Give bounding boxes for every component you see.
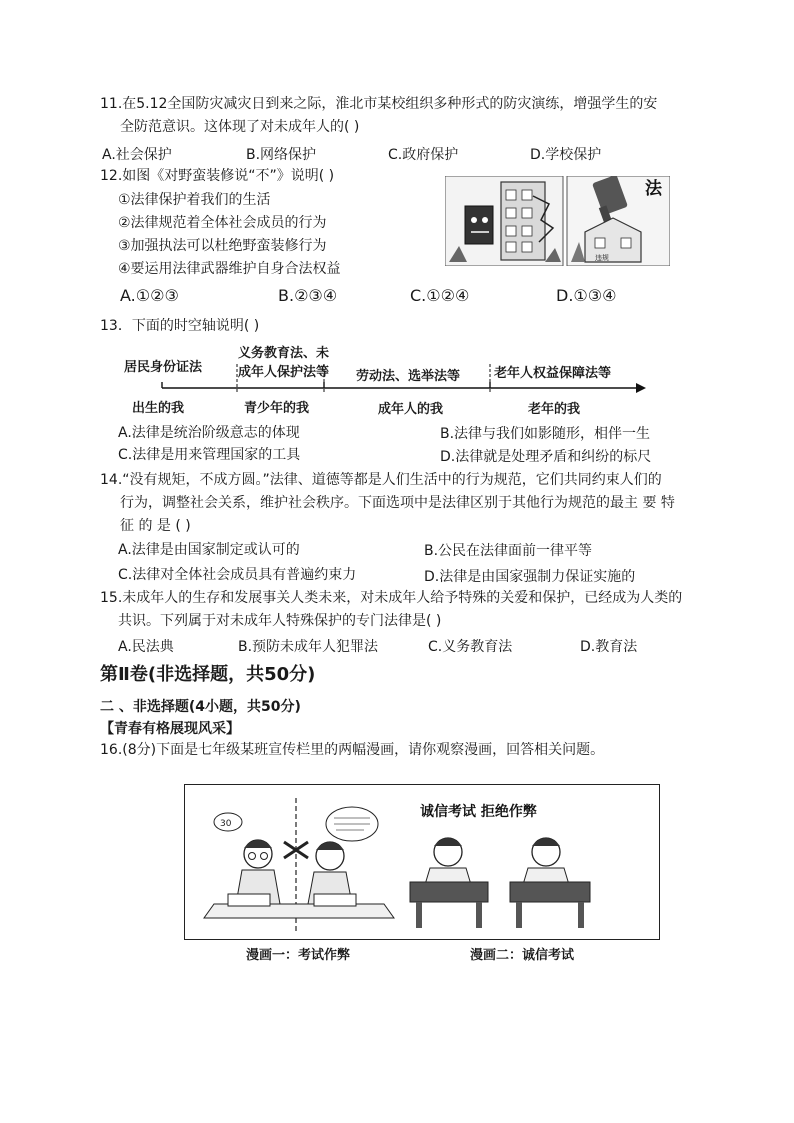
q12-item-2: ②法律规范着全体社会成员的行为 <box>118 215 327 231</box>
timeline-top-4: 老年人权益保障法等 <box>494 366 612 381</box>
svg-text:30: 30 <box>220 819 232 829</box>
q11-option-a: A.社会保护 <box>102 147 172 163</box>
q13-stem: 13．下面的时空轴说明( ) <box>100 318 260 334</box>
q12-law-label: 法 <box>645 179 662 199</box>
timeline-top-1: 居民身份证法 <box>124 360 203 375</box>
q14-option-c: C.法律对全体社会成员具有普遍约束力 <box>118 567 357 583</box>
part2-theme: 【青春有格展现风采】 <box>100 721 240 737</box>
q13-option-d: D.法律就是处理矛盾和纠纷的标尺 <box>440 449 652 465</box>
timeline-top-2a: 义务教育法、未 <box>238 346 330 361</box>
q15-option-c: C.义务教育法 <box>428 639 513 655</box>
q14-option-a: A.法律是由国家制定或认可的 <box>118 542 300 558</box>
q14-option-d: D.法律是由国家强制力保证实施的 <box>424 569 636 585</box>
q13-option-a: A.法律是统治阶级意志的体现 <box>118 425 300 441</box>
q12-item-4: ④要运用法律武器维护自身合法权益 <box>118 261 341 277</box>
q12-option-d: D.①③④ <box>556 286 617 305</box>
timeline-bottom-2: 青少年的我 <box>244 401 310 416</box>
timeline-bottom-3: 成年人的我 <box>378 402 444 417</box>
q11-option-b: B.网络保护 <box>246 147 317 163</box>
part2-title: 第Ⅱ卷(非选择题，共50分) <box>100 664 316 685</box>
q13-option-b: B.法律与我们如影随形，相伴一生 <box>440 426 651 442</box>
q14-line2: 行为，调整社会关系，维护社会秩序。下面选项中是法律区别于其他行为规范的最主 要 特 <box>120 495 675 511</box>
q11-line2: 全防范意识。这体现了对未成年人的( ) <box>120 119 360 135</box>
q14-line3: 征 的 是 ( ) <box>120 518 191 534</box>
q11-option-c: C.政府保护 <box>388 147 459 163</box>
q12-cartoon <box>445 176 670 266</box>
q15-line2: 共识。下列属于对未成年人特殊保护的专门法律是( ) <box>118 613 442 629</box>
q13-option-c: C.法律是用来管理国家的工具 <box>118 447 301 463</box>
timeline-bottom-4: 老年的我 <box>528 402 581 417</box>
q12-option-a: A.①②③ <box>120 286 179 305</box>
q11-line1: 11.在5.12全国防灾减灾日到来之际，淮北市某校组织多种形式的防灾演练，增强学生的安 <box>100 96 658 112</box>
q11-option-d: D.学校保护 <box>530 147 602 163</box>
q15-line1: 15.未成年人的生存和发展事关人类未来，对未成年人给予特殊的关爱和保护，已经成为人类的 <box>100 590 683 606</box>
timeline-top-2b: 成年人保护法等 <box>238 365 330 380</box>
timeline-bottom-1: 出生的我 <box>132 401 185 416</box>
q15-option-b: B.预防未成年人犯罪法 <box>238 639 379 655</box>
q16-comic-panel <box>184 784 660 940</box>
q12-option-b: B.②③④ <box>278 286 338 305</box>
q12-violation-label: 违规 <box>595 254 609 262</box>
q16-caption-1: 漫画一：考试作弊 <box>246 948 351 963</box>
q16-caption-2: 漫画二：诚信考试 <box>470 948 575 963</box>
q12-item-3: ③加强执法可以杜绝野蛮装修行为 <box>118 238 327 254</box>
q14-option-b: B.公民在法律面前一律平等 <box>424 543 593 559</box>
part2-subtitle: 二 、非选择题(4小题，共50分) <box>100 699 301 715</box>
q15-option-d: D.教育法 <box>580 639 638 655</box>
q16-stem: 16.(8分)下面是七年级某班宣传栏里的两幅漫画，请你观察漫画，回答相关问题。 <box>100 742 605 758</box>
timeline-top-3: 劳动法、选举法等 <box>356 369 461 384</box>
q14-line1: 14.“没有规矩，不成方圆。”法律、道德等都是人们生活中的行为规范，它们共同约束人们的 <box>100 472 662 488</box>
q15-option-a: A.民法典 <box>118 639 174 655</box>
q12-item-1: ①法律保护着我们的生活 <box>118 192 271 208</box>
q12-stem: 12.如图《对野蛮装修说“不”》说明( ) <box>100 168 335 184</box>
q12-option-c: C.①②④ <box>410 286 470 305</box>
q16-comic-title: 诚信考试 拒绝作弊 <box>420 804 537 820</box>
